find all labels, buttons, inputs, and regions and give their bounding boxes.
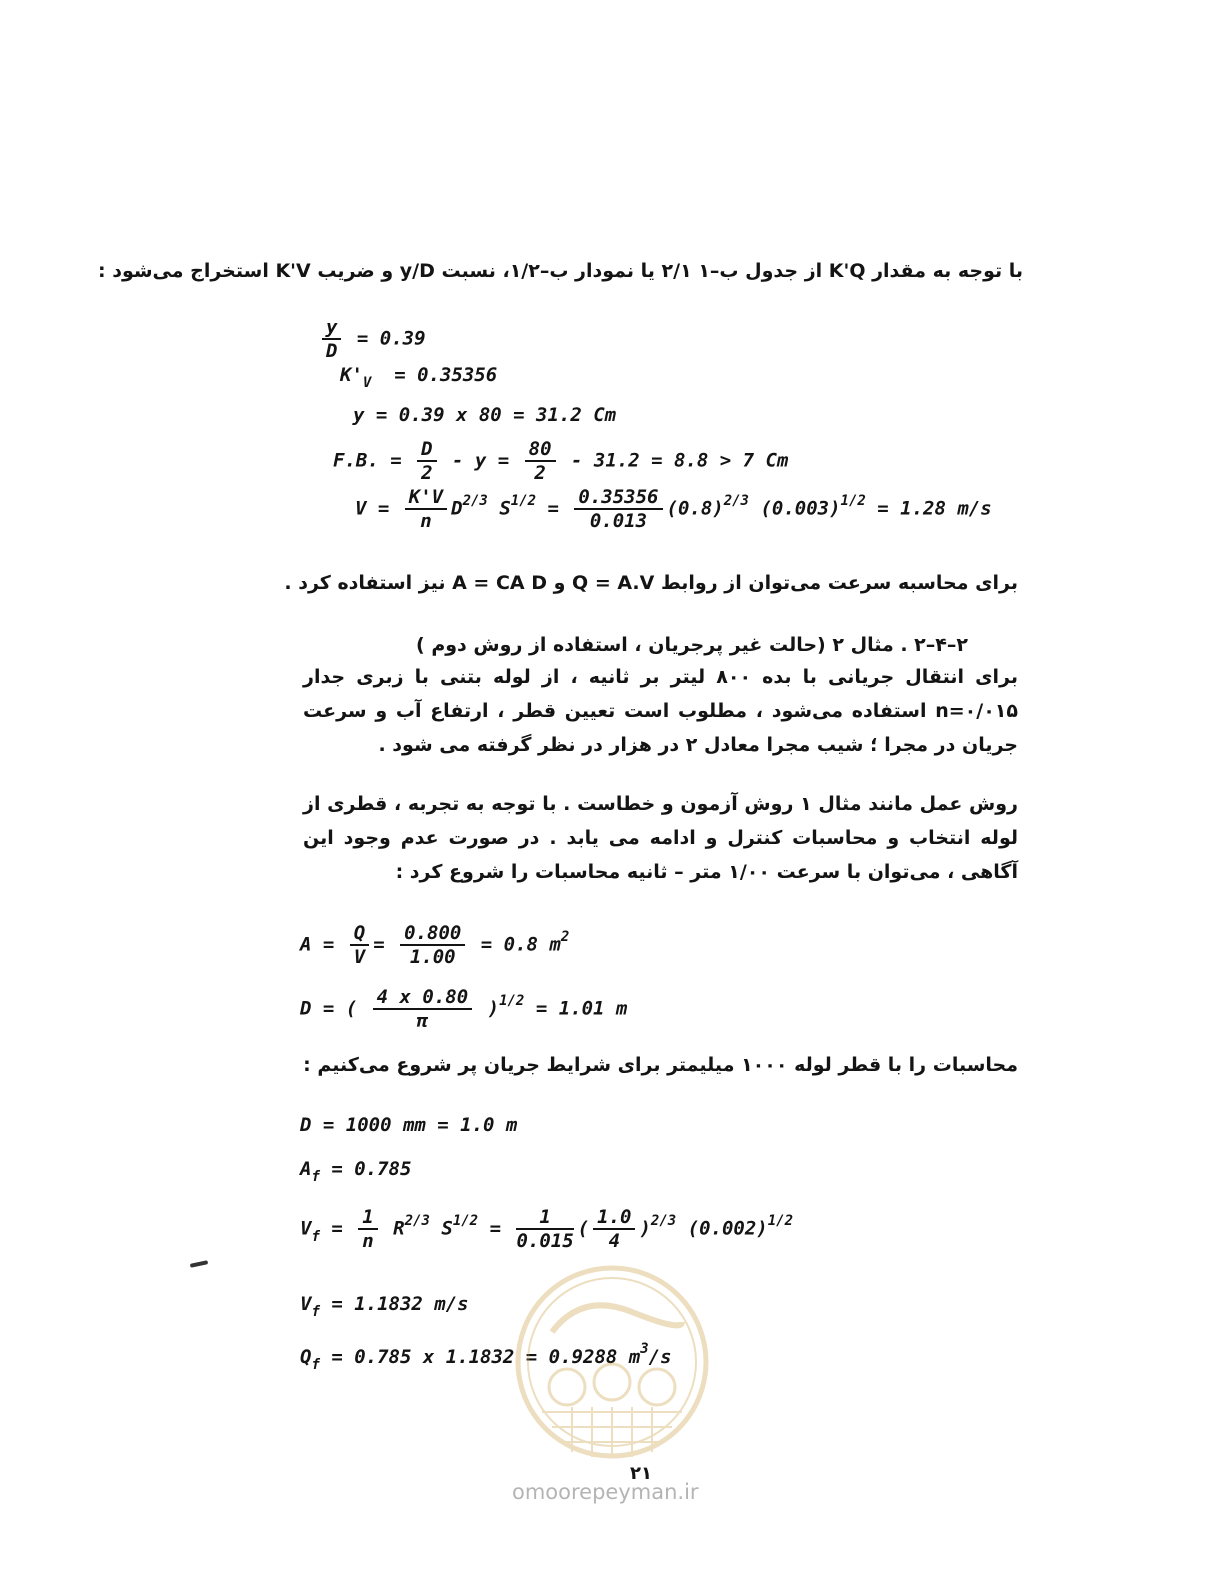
equation-area: A = $\frac{Q}{V}$ = $\frac{0.800}{1.00}$ = 0.8 $m^2$ (300, 922, 570, 968)
equation-discharge: $Q_f = 0.785$ x 1.1832 = 0.9288 $m^3/s$ (300, 1341, 672, 1373)
scan-speck (190, 1260, 208, 1268)
velocity-note: برای محاسبه سرعت می‌توان از روابط Q = A.V و A = CA D نیز استفاده کرد . (284, 572, 1018, 594)
website-watermark: omoorepeyman.ir (512, 1480, 699, 1504)
equation-d-full: D = 1000 mm = 1.0 m (300, 1114, 518, 1136)
equation-diameter: D = ( $\frac{4 x 0.80}{\pi}$ )$^{1/2}$ = 1.01 m (300, 986, 628, 1032)
page-number: ۲۱ (630, 1463, 652, 1484)
fraction: $\frac{1.0}{4}$ (593, 1206, 635, 1252)
fraction: $\frac{0.800}{1.00}$ (400, 922, 465, 968)
fraction: $\frac{Q}{V}$ (350, 922, 369, 968)
seal-watermark (512, 1262, 712, 1477)
equation-ratio: $\frac{y}{D}$ = 0.39 (318, 316, 426, 362)
example-body: برای انتقال جریانی با بده ۸۰۰ لیتر بر ثانیه ، از لوله بتنی با زبری جدار n=۰/۰۱۵ استفاده می‌شود ، مطلوب است تعیین قطر ، ارتفاع آب و سرعت جریان در مجرا ؛ شیب مجرا معادل ۲ در هزار در نظر گرفته می شود . (303, 666, 1018, 756)
fraction: $\frac{4 x 0.80}{\pi}$ (373, 986, 473, 1032)
equation-velocity-full: $V_f$ = $\frac{1}{n}$ $R^{2/3}$ $S^{1/2}$ = $\frac{1}{0.015}$ ( $\frac{1.0}{4}$ )$^{2/3}$ $(0.002)^{1/2}$ (300, 1206, 794, 1252)
fraction: $\frac{0.35356}{0.013}$ (574, 486, 662, 532)
equation-velocity: V = $\frac{K'V}{n}$ $D^{2/3}$ $S^{1/2}$ = $\frac{0.35356}{0.013}$ $(0.8)^{2/3}$ $(0.003)^{1/2} = 1.28$ m/s (355, 486, 992, 532)
fraction: $\frac{D}{2}$ (417, 438, 436, 484)
intro-line: با توجه به مقدار K'Q از جدول ب–۱ ۲/۱ یا نمودار ب–۱/۲، نسبت y/D و ضریب K'V استخراج می‌شود : (98, 260, 1023, 282)
equation-velocity-result: $V_f = 1.1832$ m/s (300, 1293, 469, 1320)
equation-area-full: $A_f = 0.785$ (300, 1158, 412, 1185)
fraction: $\frac{y}{D}$ (322, 316, 341, 362)
equation-freeboard: F.B. = $\frac{D}{2}$ - y = $\frac{80}{2}$ - 31.2 = 8.8 > 7 Cm (333, 438, 789, 484)
fraction: $\frac{1}{0.015}$ (516, 1206, 574, 1252)
equation-y: y = 0.39 x 80 = 31.2 Cm (353, 404, 617, 426)
method-body: روش عمل مانند مثال ۱ روش آزمون و خطاست . با توجه به تجربه ، قطری از لوله انتخاب و محاسبات کنترل و ادامه می یابد . در صورت عدم وجود این آگاهی ، می‌توان با سرعت ۱/۰۰ متر – ثانیه محاسبات را شروع کرد : (303, 793, 1018, 883)
fraction: $\frac{80}{2}$ (525, 438, 556, 484)
example-heading: ۲–۴–۲ . مثال ۲ (حالت غیر پرجریان ، استفاده از روش دوم ) (416, 634, 968, 656)
start-calc: محاسبات را با قطر لوله ۱۰۰۰ میلیمتر برای شرایط جریان پر شروع می‌کنیم : (303, 1054, 1018, 1076)
fraction: $\frac{1}{n}$ (358, 1206, 377, 1252)
fraction: $\frac{K'V}{n}$ (405, 486, 447, 532)
equation-kv: $K'_V = 0.35356$ (340, 364, 498, 391)
